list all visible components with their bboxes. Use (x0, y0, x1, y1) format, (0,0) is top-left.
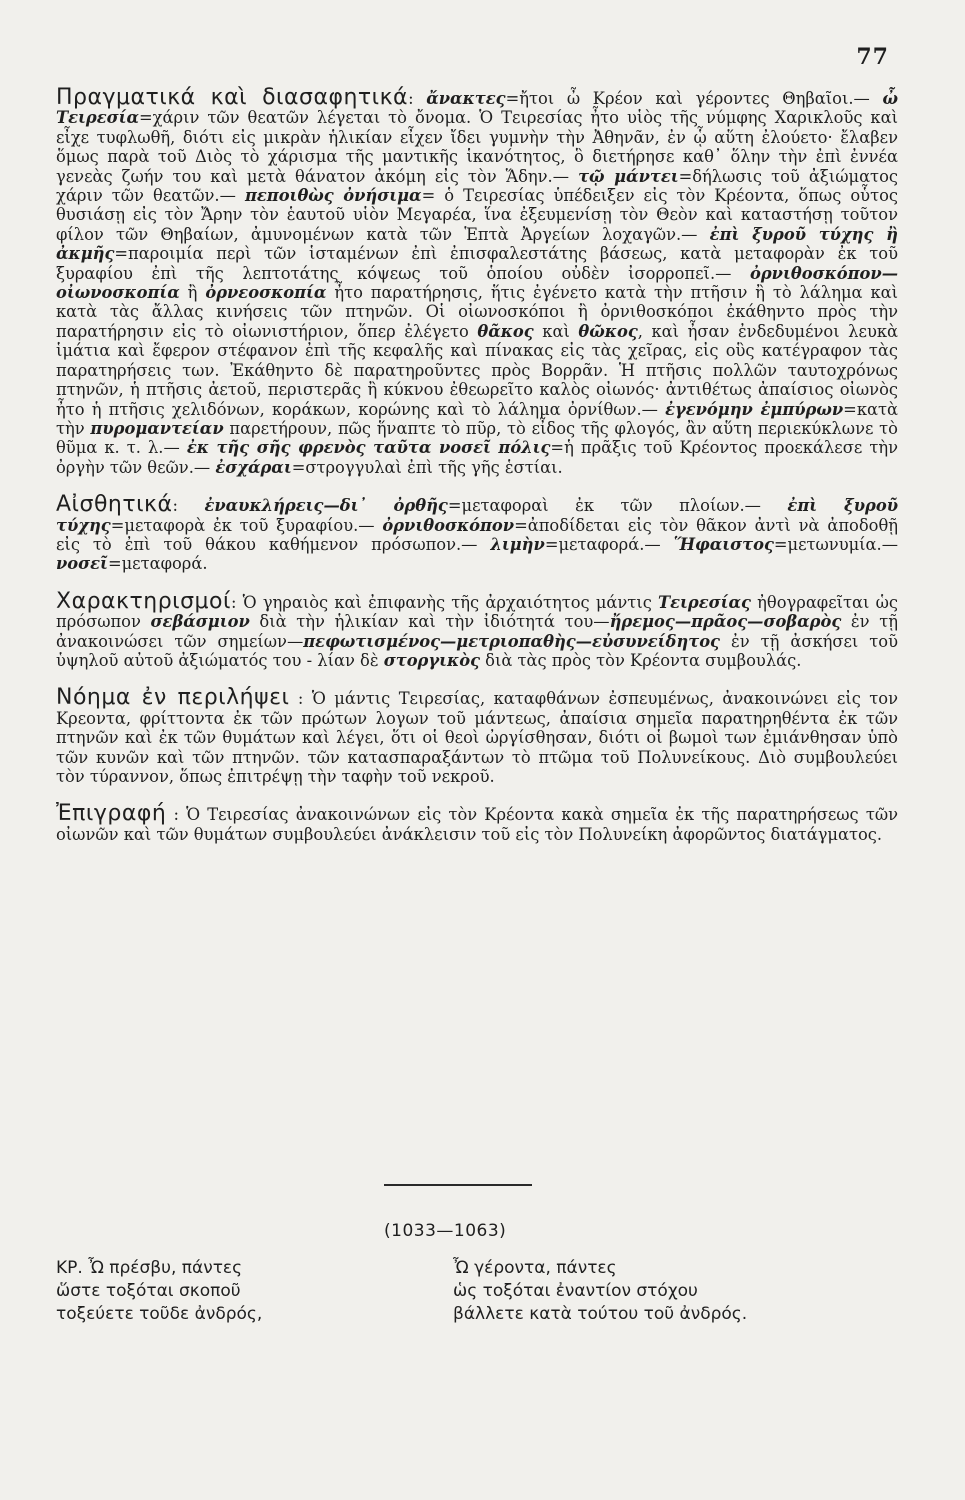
lemma-term: ἐπὶ ξυροῦ τύχης ἢ ἀκμῆς (56, 224, 898, 264)
commentary-text: =ἤτοι ὦ Κρέον καὶ γέροντες Θηβαῖοι.— (505, 89, 883, 108)
lemma-term: νοσεῖ (56, 554, 108, 574)
lemma-term: ἐκ τῆς σῆς φρενὸς ταῦτα νοσεῖ πόλις (186, 438, 551, 458)
verse-line: ΚΡ. Ὦ πρέσβυ, πάντες (56, 1258, 243, 1278)
commentary-text: παρετήρουν, πῶς ἥναπτε τὸ πῦρ, τὸ εἶδος τῆς φλογός, ἂν αὕτη περιεκύκλωνε τὸ θῦμα κ. τ. λ.— (56, 418, 898, 458)
commentary-text: =μετωνυμία.— (773, 534, 899, 554)
lemma-term: τῷ μάντει (578, 166, 679, 186)
commentary-text: =παροιμία περὶ τῶν ἱσταμένων ἐπὶ ἐπισφαλεστάτης βάσεως, κατὰ μεταφορὰν ἐκ τοῦ ξυραφίου ἐπὶ τῆς λεπτοτάτης κόψεως τοῦ ὁποίου οὐδὲν ἰσορροπεῖ.— (56, 244, 898, 283)
commentary-section (56, 492, 899, 574)
lemma-term: ὦ Τειρεσία (56, 89, 898, 128)
commentary-text: =ἀποδίδεται εἰς τὸν θᾶκον ἀντὶ νὰ ἀποδοθῇ εἰς τὸ ἐπὶ τοῦ θάκου καθήμενον πρόσωπον.— (56, 515, 899, 554)
commentary-text: διὰ τὴν ἡλικίαν καὶ τὴν ἰδιότητά του— (249, 612, 610, 632)
verse-translation (453, 1257, 747, 1326)
section-heading: Πραγματικά καὶ διασαφητικά (56, 85, 409, 110)
lemma-term: θῶκος (578, 321, 638, 341)
commentary-text: ἠθογραφεῖται ὡς πρόσωπον (56, 592, 898, 632)
heading-separator: : (166, 805, 187, 825)
lemma-term: ἄνακτες (426, 89, 506, 108)
verse-line: Ὦ γέροντα, πάντες (453, 1258, 617, 1278)
commentary-text: =χάριν τῶν θεατῶν λέγεται τὸ ὄνομα. Ὁ Τειρεσίας ἦτο υἱὸς τῆς νύμφης Χαρικλοῦς καὶ εἶχε τυφλωθῆ, διότι εἰς μικρὰν ἡλικίαν εἶχεν ἴδει γυμνὴν τὴν Ἀθηνᾶν, ἐν ᾧ αὕτη ἐλούετο· ἔλαβεν ὅμως παρὰ τοῦ Διὸς τὸ χάρισμα τῆς μαντικῆς ἱκανότητος, ὃ διετήρησε καθ᾽ ὅλην τὴν ἐπὶ ἐννέα γενεὰς ζωήν του καὶ μετὰ θάνατον ἀκόμη εἰς τὸν Ἅδην.— (56, 108, 898, 186)
commentary-text: ἐν τῇ ἀνακοινώσει τῶν σημείων— (56, 612, 898, 651)
lemma-term: ὀρνιθοσκόπον—οἰωνοσκοπία (56, 263, 898, 303)
commentary-section (56, 685, 898, 786)
commentary-text: καὶ (533, 321, 579, 341)
commentary-text: = ὁ Τειρεσίας ὑπέδειξεν εἰς τὸν Κρέοντα, ὅπως οὗτος θυσιάσῃ εἰς τὸν Ἄρην τὸν ἑαυτοῦ υἱὸν Μεγαρέα, ἵνα ἐξευμενίσῃ τὸν Θεὸν καὶ καταστήσῃ τοῦτον φίλον τῶν Θηβαίων, ἀμυνομένων κατὰ τῶν Ἑπτὰ Ἀργείων λοχαγῶν.— (56, 186, 899, 244)
lemma-term: στοργικὸς (383, 650, 480, 670)
lemma-term: θᾶκος (477, 321, 534, 341)
commentary-text: =μεταφορά. (107, 554, 208, 574)
section-heading: Χαρακτηρισμοί (56, 588, 231, 614)
commentary-text: =ἡ πρᾶξις τοῦ Κρέοντος προεκάλεσε τὴν ὀργὴν τῶν θεῶν.— (56, 438, 898, 477)
commentary-text: =μεταφοραὶ ἐκ τῶν πλοίων.— (447, 496, 788, 516)
verse-line-range: (1033—1063) (384, 1221, 507, 1241)
verse-line: τοξεύετε τοῦδε ἀνδρός, (56, 1304, 263, 1324)
lemma-term: σεβάσμιον (150, 612, 250, 632)
page-number: 77 (856, 44, 889, 70)
commentary-text: , καὶ ἦσαν ἐνδεδυμένοι λευκὰ ἱμάτια καὶ ἔφερον στέφανον ἐπὶ τῆς κεφαλῆς καὶ πίνακας εἰς τὰς χεῖρας, εἰς οὓς κατέγραφον τὰς παρατηρήσεις των. Ἐκάθηντο δὲ παρατηροῦντες πρὸς Βορρᾶν. Ἡ πτῆσις πολλῶν ταυτοχρόνως πτηνῶν, ἡ πτῆσις ἀετοῦ, περιστερᾶς ἢ κύκνου ἐθεωρεῖτο καλὸς οἰωνός· ἀντιθέτως ἀπαίσιος οἰωνὸς ἦτο ἡ πτῆσις χελιδόνων, κοράκων, κορώνης καὶ τὸ λάλημα ὀρνίθων.— (56, 321, 899, 419)
verse-line: ὡς τοξόται ἐναντίον στόχου (453, 1281, 698, 1301)
lemma-term: πυρομαντείαν (90, 418, 224, 438)
heading-separator: : (172, 496, 205, 516)
commentary-text: διὰ τὰς πρὸς τὸν Κρέοντα συμβουλάς. (479, 650, 802, 670)
section-divider (384, 1184, 532, 1186)
heading-separator: : (289, 689, 312, 709)
heading-separator: : (230, 592, 243, 612)
heading-separator: : (408, 89, 427, 108)
commentary-text: =δήλωσις τοῦ ἀξιώματος χάριν τῶν θεατῶν.— (56, 166, 898, 206)
commentary-text: ἐν τῇ ἀσκήσει τοῦ ὑψηλοῦ αὐτοῦ ἀξιώματός του - λίαν δὲ (56, 631, 899, 670)
section-heading: Αἰσθητικά (56, 492, 173, 518)
commentary-text: =μεταφορὰ ἐκ τοῦ ξυραφίου.— (110, 515, 383, 535)
commentary-text: Ὁ μάντις Τειρεσίας, καταφθάνων ἐσπευμένως, ἀνακοινώνει εἰς τον Κρεοντα, φρίττοντα ἐκ τῶν πρώτων λογων τοῦ μάντεως, ἀπαίσια σημεῖα παρατηρηθέντα ἐκ τῶν πτηνῶν καὶ ἐκ τῶν θυμάτων καὶ λέγει, ὅτι οἱ θεοὶ ὠργίσθησαν, διότι οἱ βωμοὶ των ἐμιάνθησαν ὑπὸ τῶν κυνῶν καὶ τῶν πτηνῶν. τῶν κατασπαραξάντων τὸ πτῶμα τοῦ Πολυνείκους. Διὸ συμβουλεύει τὸν τύραννον, ὅπως ἐπιτρέψῃ τὴν ταφὴν τοῦ νεκροῦ. (56, 689, 898, 786)
lemma-term: πεποιθὼς ὀνήσιμα (244, 186, 422, 206)
lemma-term: ἐσχάραι (215, 457, 292, 477)
verse-line: βάλλετε κατὰ τούτου τοῦ ἀνδρός. (453, 1304, 748, 1324)
commentary-text: =μεταφορά.— (544, 534, 674, 554)
section-heading: Ἐπιγραφή (56, 801, 167, 827)
lemma-term: ἤρεμος—πρᾶος—σοβαρὸς (609, 612, 842, 632)
lemma-term: λιμὴν (490, 534, 545, 554)
commentary-section (56, 588, 899, 671)
commentary-section (56, 85, 899, 477)
commentary-section (56, 801, 899, 844)
lemma-term: Ἥφαιστος (673, 534, 774, 554)
commentary-body (56, 85, 899, 862)
lemma-term: ἐναυκλήρεις—δι᾽ ὀρθῆς (204, 496, 448, 516)
commentary-text: Ὁ γηραιὸς καὶ ἐπιφανὴς τῆς ἀρχαιότητος μάντις (242, 592, 659, 612)
commentary-text: =κατὰ τὴν (56, 399, 898, 438)
lemma-term: πεφωτισμένος—μετριοπαθὴς—εὐσυνείδητος (303, 631, 720, 651)
commentary-text: =στρογγυλαὶ ἐπὶ τῆς γῆς ἑστίαι. (291, 457, 563, 477)
lemma-term: ὀρνεοσκοπία (205, 283, 327, 303)
section-heading: Νόημα ἐν περιλήψει (56, 685, 290, 711)
lemma-term: ὀρνιθοσκόπον (382, 515, 515, 535)
commentary-text: ἢ (179, 283, 206, 303)
commentary-text: Ὁ Τειρεσίας ἀνακοινώνων εἰς τὸν Κρέοντα κακὰ σημεῖα ἐκ τῆς παρατηρήσεως τῶν οἰωνῶν καὶ τῶν θυμάτων συμβουλεύει ἀνάκλεισιν τοῦ εἰς τὸν Πολυνείκη ἀφορῶντος διατάγματος. (56, 805, 899, 844)
verse-line: ὥστε τοξόται σκοποῦ (56, 1281, 241, 1301)
commentary-text: ἦτο παρατήρησις, ἥτις ἐγένετο κατὰ τὴν πτῆσιν ἢ τὸ λάλημα καὶ κατὰ τὰς ἄλλας κινήσεις τῶν πτηνῶν. Οἱ οἰωνοσκόποι ἢ ὀρνιθοσκόποι ἐκάθηντο πρὸς τὴν παρατήρησιν εἰς τὸ οἰωνιστήριον, ὅπερ ἐλέγετο (56, 283, 898, 341)
lemma-term: Τειρεσίας (658, 592, 751, 612)
verse-greek-original (56, 1257, 262, 1326)
lemma-term: ἐγενόμην ἐμπύρων (665, 399, 844, 419)
lemma-term: ἐπὶ ξυροῦ τύχης (56, 496, 898, 535)
